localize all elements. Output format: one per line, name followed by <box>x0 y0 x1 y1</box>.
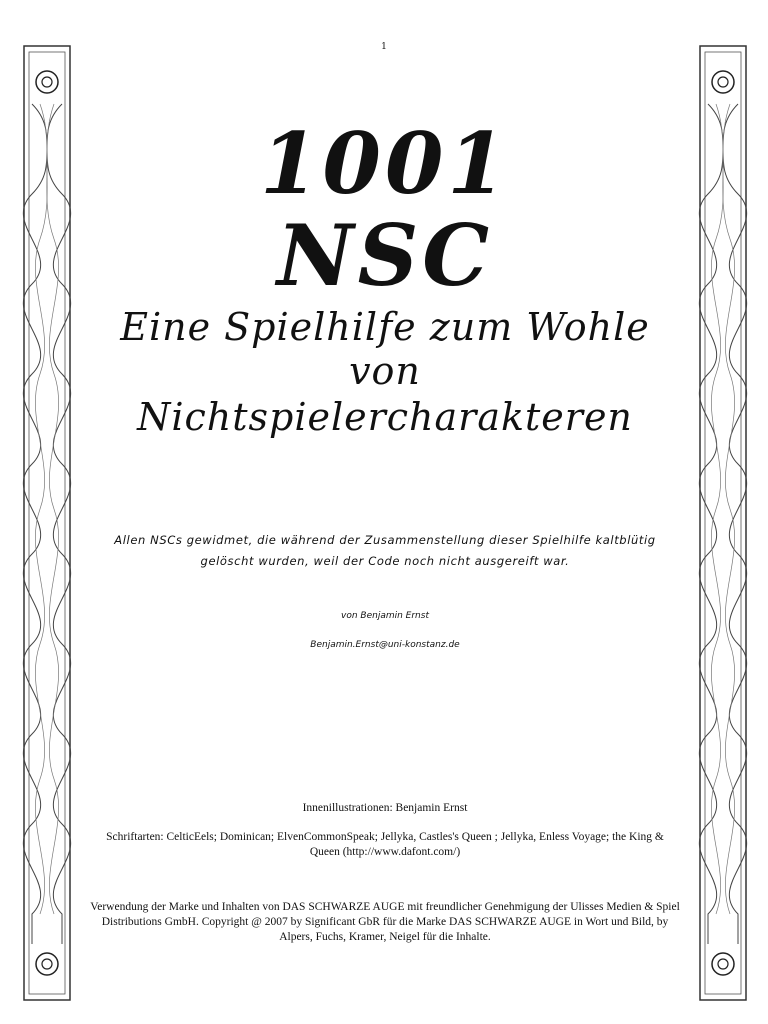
subtitle-line-1: Eine Spielhilfe zum Wohle von <box>120 305 650 393</box>
font-credits: Schriftarten: CelticEels; Dominican; ElvenCommonSpeak; Jellyka, Castles's Queen ; Jellyka, Enless Voyage; the King & Queen (http://www.dafont.com/) <box>106 831 664 858</box>
author-email: Benjamin.Ernst@uni-konstanz.de <box>310 640 460 650</box>
page-number: 1 <box>381 42 387 52</box>
author-line: von Benjamin Ernst <box>341 611 429 621</box>
celtic-knot-border-right <box>696 44 750 1002</box>
dedication-text: Allen NSCs gewidmet, die während der Zusammenstellung dieser Spielhilfe kaltblütig gelöscht wurden, weil der Code noch nicht ausgereift war. <box>114 533 656 568</box>
page-title: 1001 NSC <box>260 114 510 306</box>
license-notice: Verwendung der Marke und Inhalten von DAS SCHWARZE AUGE mit freundlicher Genehmigung der Ulisses Medien & Spiel Distributions GmbH. Copyright @ 2007 by Significant GbR für die Marke DAS SCHWARZE AUGE in Wort und Bild, by Alpers, Fuchs, Kramer, Neigel für die Inhalte. <box>90 901 680 943</box>
celtic-knot-border-left <box>20 44 74 1002</box>
illustration-credits: Innenillustrationen: Benjamin Ernst <box>302 802 468 814</box>
subtitle-line-2: Nichtspielercharakteren <box>137 395 633 439</box>
